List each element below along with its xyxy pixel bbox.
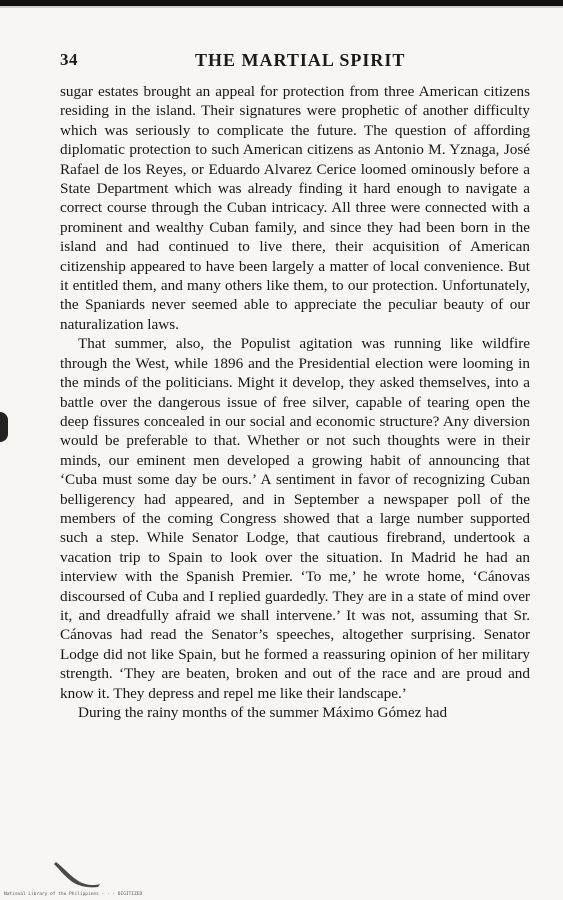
- running-head: THE MARTIAL SPIRIT: [195, 50, 406, 70]
- scan-binding-mark: [0, 412, 8, 442]
- scan-smudge-mark: [54, 858, 102, 888]
- body-text: [60, 82, 530, 722]
- page-header: [60, 50, 530, 74]
- paragraph-rainy-months: During the rainy months of the summer Máximo Gómez had: [78, 704, 448, 721]
- page-number: 34: [60, 50, 78, 69]
- paragraph-continuation: sugar estates brought an appeal for protection from three American citizens residing in the island. Their signatures were prophetic of another difficulty which was seriously to complicate the future. The question of affording diplomatic protection to such American citizens as Antonio M. Yznaga, José Rafael de los Reyes, or Eduardo Alvarez Cerice loomed ominously before a State Department which was already finding it hard enough to navigate a correct course through the Cuban intricacy. All three were connected with a prominent and wealthy Cuban family, and since they had been born in the island and had continued to live there, their acquisition of American citizenship appeared to have been largely a matter of local convenience. But it entitled them, and many others like them, to our protection. Unfortunately, the Spaniards never seemed able to appreciate the peculiar beauty of our naturalization laws.: [60, 83, 530, 333]
- paragraph-populist-agitation: That summer, also, the Populist agitation was running like wildfire through the West, while 1896 and the Presidential election were looming in the minds of the politicians. Might it develop, they asked themselves, into a battle over the dangerous issue of free silver, capable of tearing open the deep fissures concealed in our social and economic structure? Any diversion would be preferable to that. Whether or not such thoughts were in their minds, our eminent men developed a growing habit of announcing that ‘Cuba must some day be ours.’ A sentiment in favor of recognizing Cuban belligerency had appeared, and in September a newspaper poll of the members of the coming Congress showed that a large number supported such a step. While Senator Lodge, that cautious firebrand, undertook a vacation trip to Spain to look over the situation. In Madrid he had an interview with the Spanish Premier. ‘To me,’ he wrote home, ‘Cánovas discoursed of Cuba and I replied guardedly. They are in a state of mind over it, and dreadfully afraid we shall intervene.’ It was not, assuming that Sr. Cánovas had read the Senator’s speeches, altogether surprising. Senator Lodge did not like Spain, but he formed a reassuring opinion of her military strength. ‘They are beaten, broken and out of the race and are proud and know it. They depress and repel me like their landscape.’: [60, 335, 530, 702]
- library-stamp: National Library of the Philippines · · · DIGITIZED: [4, 892, 143, 897]
- scan-top-edge: [0, 0, 563, 6]
